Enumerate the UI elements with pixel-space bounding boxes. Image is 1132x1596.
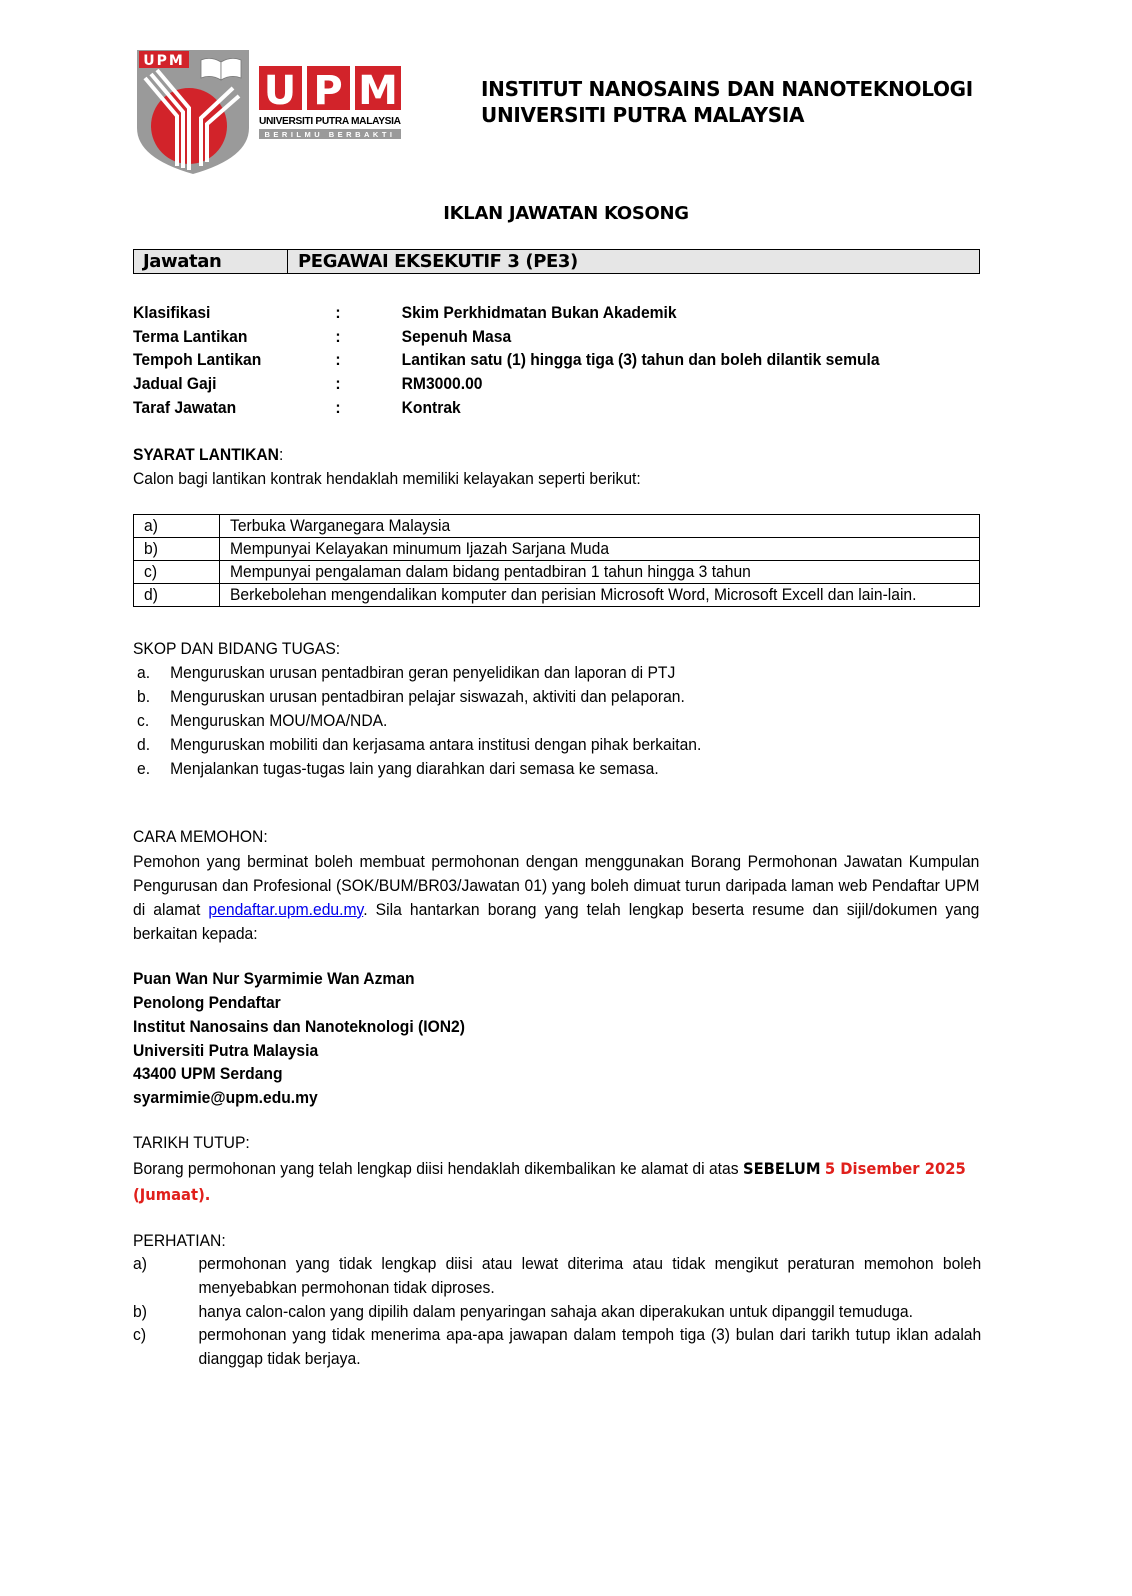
list-item: [137, 735, 701, 755]
university-name: UNIVERSITI PUTRA MALAYSIA: [481, 103, 805, 127]
requirements-heading-text: SYARAT LANTIKAN: [133, 445, 279, 464]
apply-paragraph: [133, 850, 979, 946]
position-table: [133, 249, 980, 274]
list-marker: c): [133, 1325, 147, 1344]
detail-label: Jadual Gaji: [133, 374, 217, 393]
logo-motto-text: BERILMU BERBAKTI: [264, 130, 396, 139]
requirement-key: b): [144, 539, 158, 558]
notes-heading-text: PERHATIAN: [133, 1231, 222, 1250]
svg-text:U: U: [263, 68, 297, 114]
logo-university-text: UNIVERSITI PUTRA MALAYSIA: [259, 116, 401, 127]
list-text: Menguruskan MOU/MOA/NDA.: [170, 711, 388, 730]
contact-email: syarmimie@upm.edu.my: [133, 1088, 318, 1107]
apply-text: . Sila hantarkan borang yang telah lengkap beserta resume dan sijil/dokumen yang berkaitan kepada:: [133, 900, 980, 943]
table-row: [134, 561, 980, 584]
apply-heading: [133, 827, 268, 847]
list-marker: e.: [137, 759, 151, 778]
requirement-text: Berkebolehan mengendalikan komputer dan perisian Microsoft Word, Microsoft Excell dan lain-lain.: [230, 585, 917, 604]
list-text: Menguruskan mobiliti dan kerjasama antara institusi dengan pihak berkaitan.: [170, 735, 702, 754]
detail-value: Skim Perkhidmatan Bukan Akademik: [401, 303, 677, 322]
requirement-key: d): [144, 585, 158, 604]
list-item: [137, 759, 659, 779]
detail-value: Lantikan satu (1) hingga tiga (3) tahun dan boleh dilantik semula: [401, 350, 880, 369]
detail-separator: :: [335, 374, 341, 393]
detail-separator: :: [335, 350, 341, 369]
table-row: [134, 515, 980, 538]
duties-heading: [133, 639, 340, 659]
book-icon: [201, 58, 241, 80]
upm-logo: [137, 46, 407, 176]
institute-name: INSTITUT NANOSAINS DAN NANOTEKNOLOGI: [481, 77, 973, 101]
address-line: 43400 UPM Serdang: [133, 1064, 283, 1083]
list-item: [133, 1252, 981, 1300]
apply-heading-text: CARA MEMOHON: [133, 827, 264, 846]
requirement-text: Mempunyai Kelayakan minumum Ijazah Sarjana Muda: [230, 539, 610, 558]
requirement-key: c): [144, 562, 158, 581]
svg-text:M: M: [358, 68, 398, 114]
heading-colon: :: [221, 1231, 226, 1250]
heading-colon: :: [263, 827, 268, 846]
list-marker: c.: [137, 711, 150, 730]
before-label: SEBELUM: [742, 1159, 821, 1178]
closing-heading: [133, 1133, 250, 1153]
heading-colon: :: [245, 1133, 250, 1152]
position-label: Jawatan: [134, 250, 288, 273]
address-line: Puan Wan Nur Syarmimie Wan Azman: [133, 969, 415, 988]
closing-text: Borang permohonan yang telah lengkap diisi hendaklah dikembalikan ke alamat di atas: [133, 1159, 743, 1178]
registrar-link[interactable]: pendaftar.upm.edu.my: [208, 900, 364, 919]
detail-label: Taraf Jawatan: [133, 398, 237, 417]
list-text: Menjalankan tugas-tugas lain yang diarahkan dari semasa ke semasa.: [170, 759, 659, 778]
closing-date: 5 Disember 2025 (Jumaat).: [133, 1159, 966, 1204]
list-text: hanya calon-calon yang dipilih dalam penyaringan sahaja akan diperakukan untuk dipanggil temuduga.: [198, 1302, 914, 1321]
detail-label: Tempoh Lantikan: [133, 350, 262, 369]
duties-heading-text: SKOP DAN BIDANG TUGAS: [133, 639, 336, 658]
list-text: permohonan yang tidak menerima apa-apa jawapan dalam tempoh tiga (3) bulan dari tarikh tutup iklan adalah dianggap tidak berjaya.: [198, 1325, 982, 1368]
list-text: permohonan yang tidak lengkap diisi atau lewat diterima atau tidak mengikut peraturan memohon boleh menyebabkan permohonan tidak diproses.: [198, 1254, 982, 1297]
detail-label: Terma Lantikan: [133, 327, 248, 346]
list-item: [137, 663, 675, 683]
list-text: Menguruskan urusan pentadbiran geran penyelidikan dan laporan di PTJ: [170, 663, 676, 682]
requirement-text: Terbuka Warganegara Malaysia: [230, 516, 451, 535]
list-text: Menguruskan urusan pentadbiran pelajar siswazah, aktiviti dan pelaporan.: [170, 687, 685, 706]
closing-heading-text: TARIKH TUTUP: [133, 1133, 246, 1152]
list-item: [133, 1300, 981, 1324]
list-marker: b): [133, 1302, 147, 1321]
list-marker: b.: [137, 687, 151, 706]
detail-separator: :: [335, 398, 341, 417]
list-marker: a.: [137, 663, 151, 682]
address-line: Universiti Putra Malaysia: [133, 1041, 319, 1060]
closing-paragraph: [133, 1156, 981, 1208]
apply-text: Pemohon yang berminat boleh membuat permohonan dengan menggunakan Borang Permohonan Jawatan Kumpulan Pengurusan dan Profesional (SOK/BUM/BR03/Jawatan 01) yang boleh dimuat turun daripada laman web Pendaftar UPM di alamat: [133, 852, 980, 919]
svg-text:P: P: [313, 68, 343, 114]
page-title: IKLAN JAWATAN KOSONG: [443, 203, 689, 224]
detail-value: Kontrak: [401, 398, 461, 417]
address-line: Institut Nanosains dan Nanoteknologi (ION2): [133, 1017, 465, 1036]
requirements-heading: [133, 445, 283, 465]
requirements-table: [133, 514, 980, 607]
detail-separator: :: [335, 327, 341, 346]
requirements-intro: Calon bagi lantikan kontrak hendaklah memiliki kelayakan seperti berikut:: [133, 469, 641, 488]
list-marker: a): [133, 1254, 147, 1273]
wordmark-text: [264, 68, 398, 114]
table-row: [134, 584, 980, 607]
list-item: [137, 711, 387, 731]
position-value: PEGAWAI EKSEKUTIF 3 (PE3): [298, 251, 578, 272]
detail-separator: :: [335, 303, 341, 322]
heading-colon: :: [335, 639, 341, 658]
requirement-key: a): [144, 516, 158, 535]
list-item: [137, 687, 685, 707]
requirement-text: Mempunyai pengalaman dalam bidang pentadbiran 1 tahun hingga 3 tahun: [230, 562, 751, 581]
list-marker: d.: [137, 735, 151, 754]
notes-heading: [133, 1231, 226, 1251]
table-row: [134, 538, 980, 561]
detail-label: Klasifikasi: [133, 303, 211, 322]
detail-value: Sepenuh Masa: [401, 327, 512, 346]
detail-value: RM3000.00: [401, 374, 483, 393]
list-item: [133, 1323, 981, 1371]
shield-text: UPM: [143, 53, 185, 69]
heading-colon: :: [278, 445, 284, 464]
address-line: Penolong Pendaftar: [133, 993, 281, 1012]
